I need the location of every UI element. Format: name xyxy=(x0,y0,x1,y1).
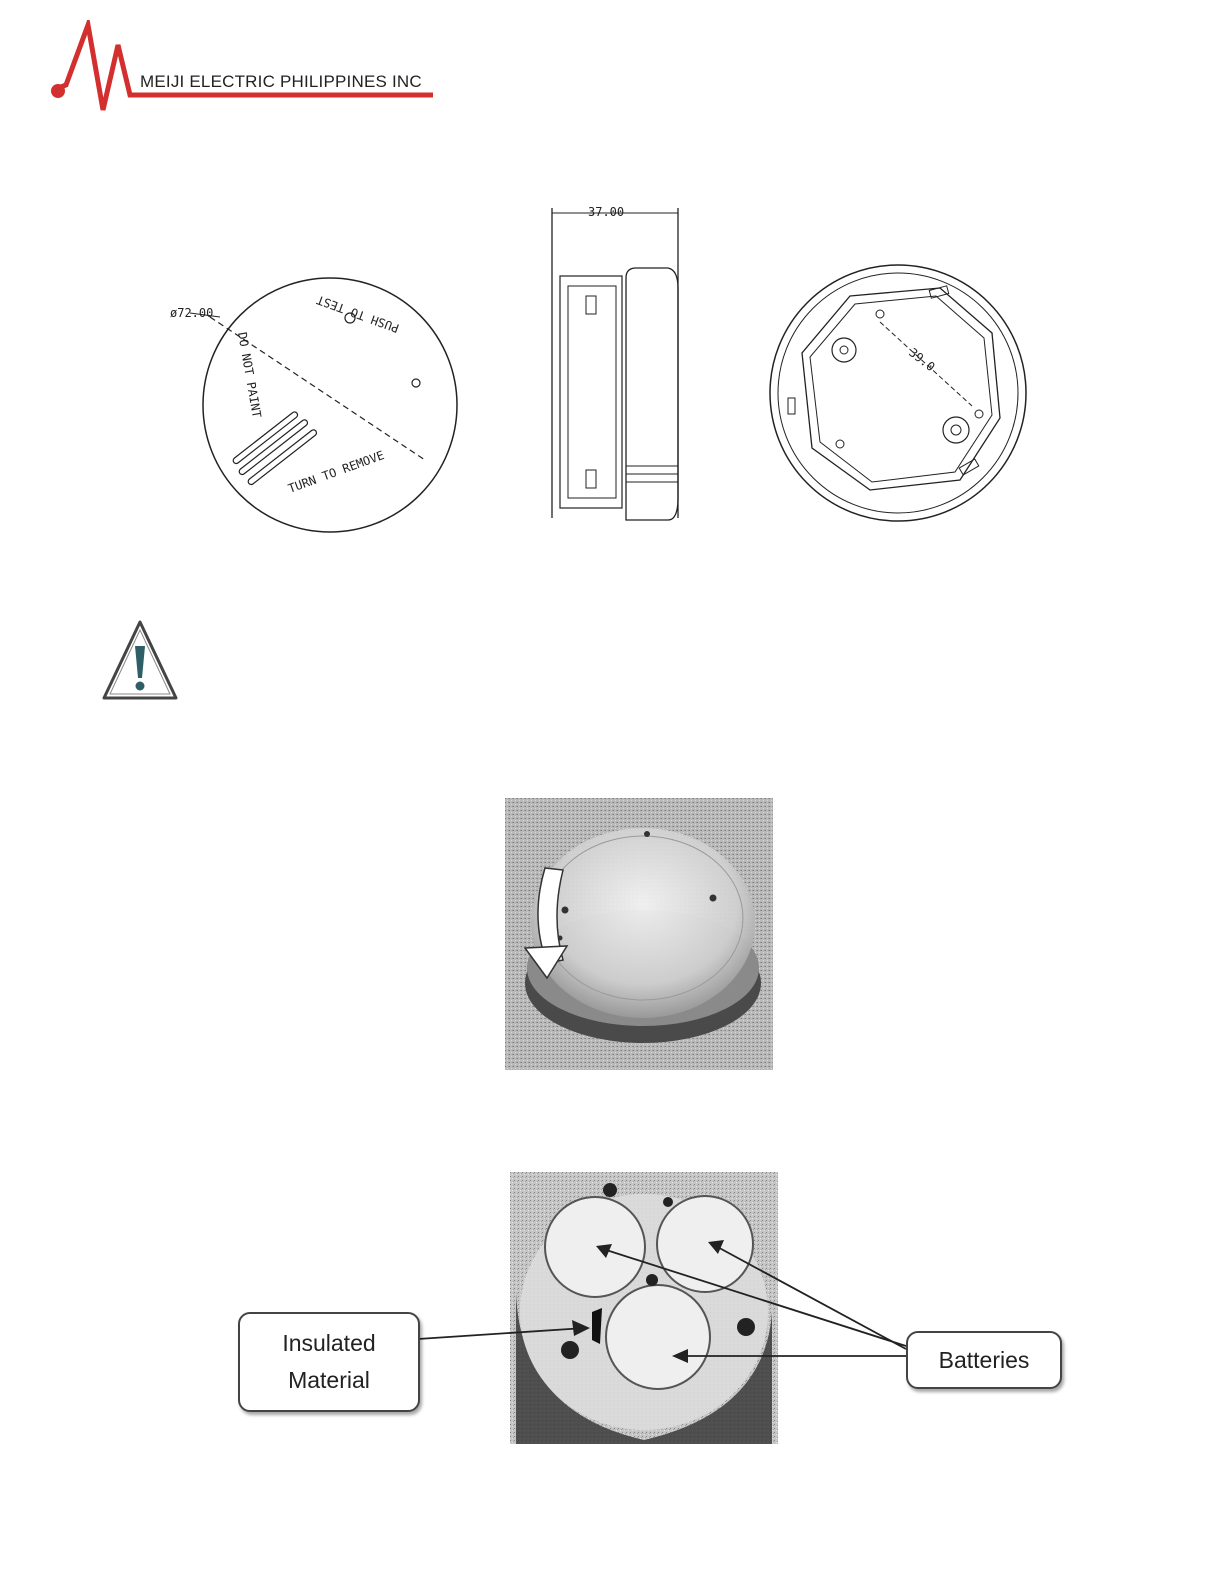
mount-hole-1 xyxy=(832,338,856,362)
callout-insulated-material xyxy=(238,1312,420,1412)
callout-insulated-text: Insulated Material xyxy=(282,1330,376,1393)
do-not-paint-label: DO NOT PAINT xyxy=(235,331,264,419)
diameter-label: ø72.00 xyxy=(170,306,214,320)
callout-batteries-text: Batteries xyxy=(938,1346,1030,1373)
company-logo xyxy=(48,20,448,120)
company-name: MEIJI ELECTRIC PHILIPPINES INC xyxy=(140,72,422,91)
vent-slots xyxy=(232,411,318,486)
detector-side-diagram xyxy=(540,198,720,528)
battery-compartment-photo xyxy=(510,1172,778,1444)
remove-detector-photo xyxy=(505,798,773,1070)
turn-to-remove-label: TURN TO REMOVE xyxy=(286,448,387,496)
logo-m-mark xyxy=(53,25,433,110)
detector-front-diagram xyxy=(150,265,470,535)
warning-triangle-icon xyxy=(100,618,180,704)
battery-3 xyxy=(606,1285,710,1389)
logo-dot xyxy=(51,84,65,98)
mount-hole-2 xyxy=(943,417,969,443)
callout-batteries xyxy=(906,1331,1062,1389)
hole-spacing-label: 39.0 xyxy=(906,345,938,375)
battery-1 xyxy=(545,1197,645,1297)
battery-2 xyxy=(657,1196,753,1292)
push-to-test-label: PUSH TO TEST xyxy=(314,292,402,336)
detector-back-diagram xyxy=(760,258,1035,528)
width-label: 37.00 xyxy=(588,205,625,219)
